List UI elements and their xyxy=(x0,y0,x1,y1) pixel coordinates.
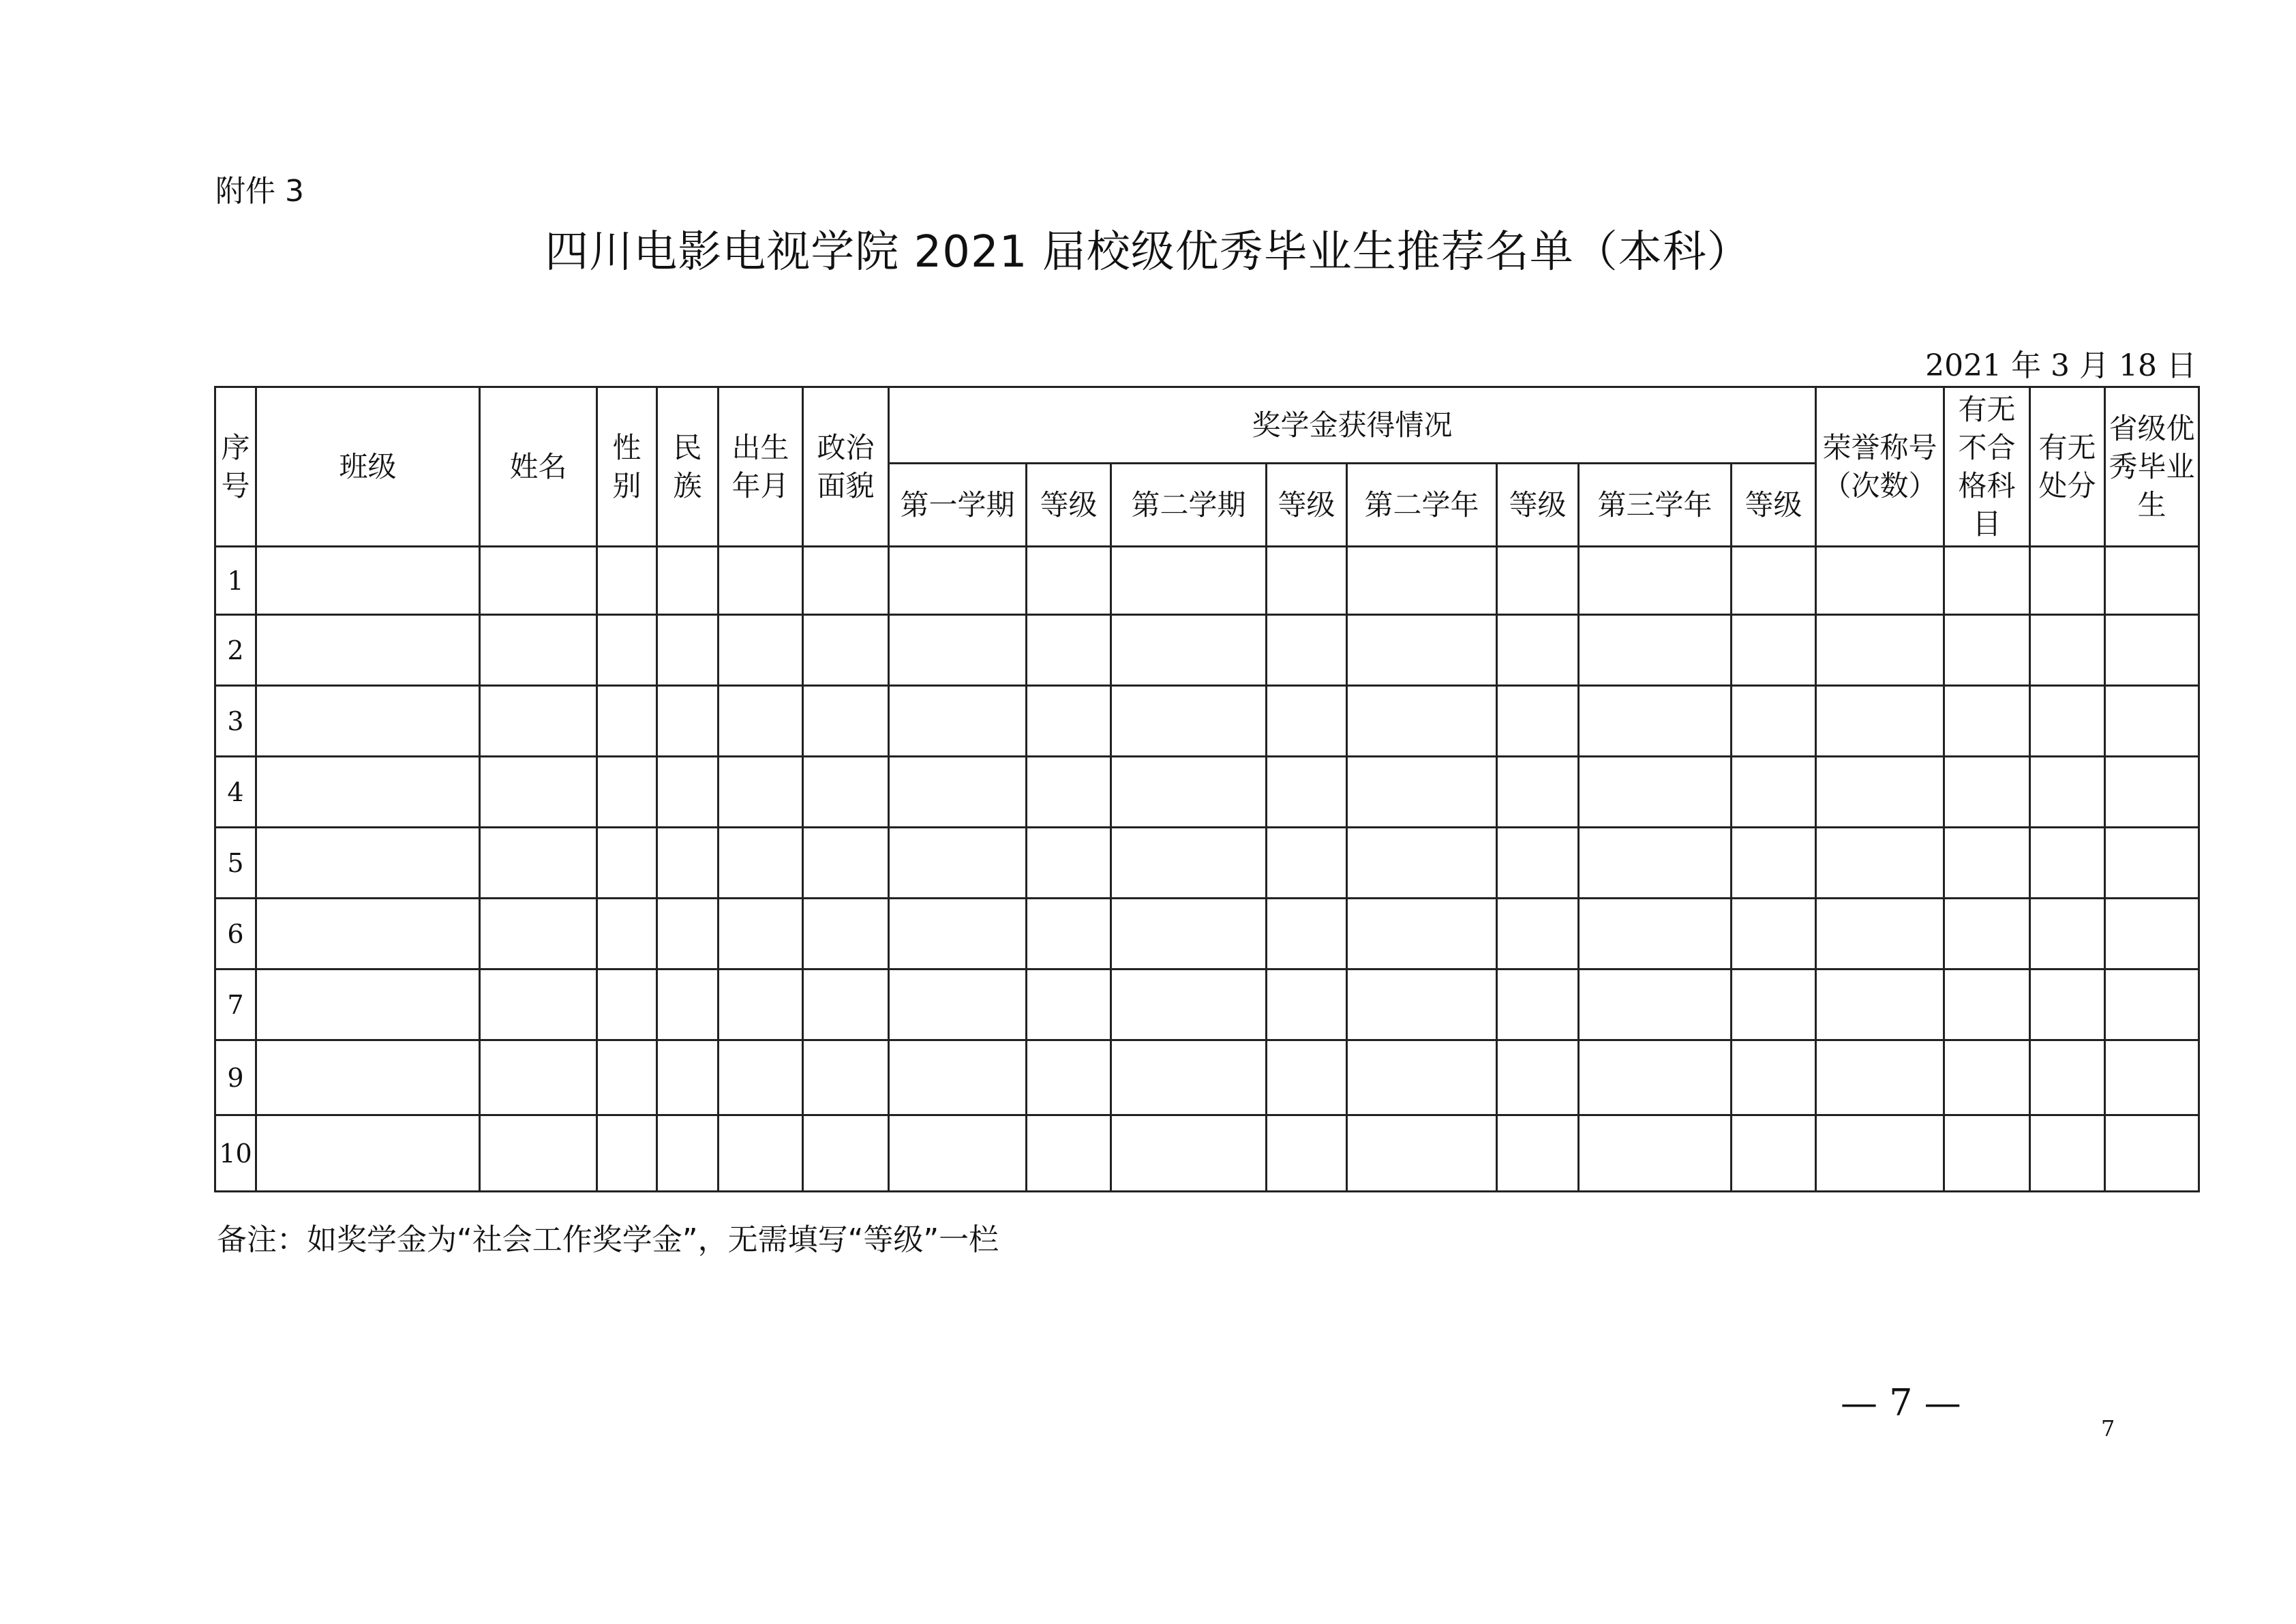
table-cell[interactable] xyxy=(1027,615,1111,686)
table-cell[interactable] xyxy=(719,1115,803,1192)
table-cell[interactable] xyxy=(1579,969,1732,1040)
row-number: 6 xyxy=(215,899,256,969)
table-cell[interactable] xyxy=(657,757,719,828)
table-cell[interactable] xyxy=(1267,686,1347,757)
table-cell[interactable] xyxy=(597,547,657,615)
table-cell[interactable] xyxy=(1579,899,1732,969)
table-cell[interactable] xyxy=(1111,899,1267,969)
table-cell[interactable] xyxy=(480,757,597,828)
table-cell[interactable] xyxy=(2030,686,2105,757)
table-cell[interactable] xyxy=(889,828,1027,899)
table-cell[interactable] xyxy=(1816,1115,1944,1192)
table-cell[interactable] xyxy=(1497,828,1579,899)
table-cell[interactable] xyxy=(480,899,597,969)
row-number: 4 xyxy=(215,757,256,828)
table-cell[interactable] xyxy=(889,1115,1027,1192)
table-cell[interactable] xyxy=(1111,547,1267,615)
table-cell[interactable] xyxy=(803,686,889,757)
table-cell[interactable] xyxy=(1347,969,1497,1040)
table-cell[interactable] xyxy=(657,1115,719,1192)
table-cell[interactable] xyxy=(2030,615,2105,686)
table-cell[interactable] xyxy=(597,615,657,686)
table-cell[interactable] xyxy=(2105,686,2199,757)
table-cell[interactable] xyxy=(657,969,719,1040)
table-cell[interactable] xyxy=(480,615,597,686)
table-cell[interactable] xyxy=(1027,1115,1111,1192)
table-cell[interactable] xyxy=(889,899,1027,969)
table-cell[interactable] xyxy=(719,615,803,686)
table-cell[interactable] xyxy=(256,1115,480,1192)
header-honor: 荣誉称号 （次数） xyxy=(1816,387,1944,547)
table-cell[interactable] xyxy=(719,1040,803,1115)
table-cell[interactable] xyxy=(597,899,657,969)
row-number: 1 xyxy=(215,547,256,615)
table-cell[interactable] xyxy=(2030,1040,2105,1115)
table-cell[interactable] xyxy=(1027,1040,1111,1115)
table-cell[interactable] xyxy=(1347,828,1497,899)
header-grade1: 等级 xyxy=(1027,464,1111,547)
table-cell[interactable] xyxy=(1267,1040,1347,1115)
table-cell[interactable] xyxy=(889,969,1027,1040)
table-cell[interactable] xyxy=(719,686,803,757)
table-cell[interactable] xyxy=(1579,757,1732,828)
table-cell[interactable] xyxy=(1497,969,1579,1040)
table-cell[interactable] xyxy=(1347,686,1497,757)
table-cell[interactable] xyxy=(1732,547,1816,615)
table-cell[interactable] xyxy=(2105,757,2199,828)
table-cell[interactable] xyxy=(1111,615,1267,686)
table-cell[interactable] xyxy=(1816,969,1944,1040)
table-cell[interactable] xyxy=(657,899,719,969)
table-cell[interactable] xyxy=(480,547,597,615)
page-footer: — 7 — xyxy=(1841,1381,1961,1424)
table-cell[interactable] xyxy=(1944,757,2030,828)
table-cell[interactable] xyxy=(256,899,480,969)
table-cell[interactable] xyxy=(889,686,1027,757)
table-cell[interactable] xyxy=(889,547,1027,615)
table-cell[interactable] xyxy=(2030,547,2105,615)
table-cell[interactable] xyxy=(1816,899,1944,969)
table-cell[interactable] xyxy=(256,547,480,615)
table-cell[interactable] xyxy=(1732,1040,1816,1115)
table-cell[interactable] xyxy=(803,757,889,828)
table-cell[interactable] xyxy=(1944,969,2030,1040)
table-cell[interactable] xyxy=(2030,1115,2105,1192)
header-term1: 第一学期 xyxy=(889,464,1027,547)
table-cell[interactable] xyxy=(1267,1115,1347,1192)
table-cell[interactable] xyxy=(1579,1115,1732,1192)
table-cell[interactable] xyxy=(803,615,889,686)
header-gender: 性 别 xyxy=(597,387,657,547)
table-cell[interactable] xyxy=(597,757,657,828)
table-cell[interactable] xyxy=(1816,615,1944,686)
table-row xyxy=(215,1115,2199,1192)
table-cell[interactable] xyxy=(256,686,480,757)
table-cell[interactable] xyxy=(1111,757,1267,828)
table-cell[interactable] xyxy=(597,969,657,1040)
header-year3: 第三学年 xyxy=(1579,464,1732,547)
header-seq: 序 号 xyxy=(215,387,256,547)
table-row xyxy=(215,547,2199,615)
recommendation-table xyxy=(214,386,2200,1192)
table-row xyxy=(215,757,2199,828)
row-number: 5 xyxy=(215,828,256,899)
table-cell[interactable] xyxy=(1944,828,2030,899)
table-cell[interactable] xyxy=(889,615,1027,686)
table-cell[interactable] xyxy=(1944,1040,2030,1115)
table-cell[interactable] xyxy=(1347,1040,1497,1115)
table-cell[interactable] xyxy=(1347,899,1497,969)
table-cell[interactable] xyxy=(1497,1040,1579,1115)
table-cell[interactable] xyxy=(1816,757,1944,828)
table-cell[interactable] xyxy=(1267,899,1347,969)
table-cell[interactable] xyxy=(1816,1040,1944,1115)
table-cell[interactable] xyxy=(1347,615,1497,686)
table-cell[interactable] xyxy=(1497,757,1579,828)
table-cell[interactable] xyxy=(1944,686,2030,757)
table-cell[interactable] xyxy=(480,969,597,1040)
table-cell[interactable] xyxy=(597,1115,657,1192)
table-row xyxy=(215,686,2199,757)
table-cell[interactable] xyxy=(1732,757,1816,828)
table-cell[interactable] xyxy=(1944,547,2030,615)
row-number: 3 xyxy=(215,686,256,757)
table-cell[interactable] xyxy=(256,828,480,899)
table-cell[interactable] xyxy=(1497,686,1579,757)
table-cell[interactable] xyxy=(256,615,480,686)
table-cell[interactable] xyxy=(719,899,803,969)
recommendation-table-wrapper xyxy=(214,386,2198,1188)
table-cell[interactable] xyxy=(719,757,803,828)
table-cell[interactable] xyxy=(1347,757,1497,828)
table-cell[interactable] xyxy=(719,828,803,899)
table-cell[interactable] xyxy=(1027,757,1111,828)
table-cell[interactable] xyxy=(2030,899,2105,969)
table-cell[interactable] xyxy=(1111,686,1267,757)
table-cell[interactable] xyxy=(657,547,719,615)
table-cell[interactable] xyxy=(480,686,597,757)
table-cell[interactable] xyxy=(2105,1040,2199,1115)
header-grade4: 等级 xyxy=(1732,464,1816,547)
table-cell[interactable] xyxy=(1497,615,1579,686)
table-cell[interactable] xyxy=(597,828,657,899)
table-cell[interactable] xyxy=(1027,828,1111,899)
table-cell[interactable] xyxy=(1816,686,1944,757)
table-cell[interactable] xyxy=(480,1115,597,1192)
table-cell[interactable] xyxy=(1347,1115,1497,1192)
table-cell[interactable] xyxy=(657,1040,719,1115)
table-cell[interactable] xyxy=(2105,899,2199,969)
header-punishment: 有无 处分 xyxy=(2030,387,2105,547)
row-number: 7 xyxy=(215,969,256,1040)
table-cell[interactable] xyxy=(803,899,889,969)
table-cell[interactable] xyxy=(803,1115,889,1192)
table-cell[interactable] xyxy=(2030,969,2105,1040)
table-row xyxy=(215,615,2199,686)
header-grade3: 等级 xyxy=(1497,464,1579,547)
table-row xyxy=(215,899,2199,969)
page-number: 7 xyxy=(2101,1415,2115,1441)
document-title: 四川电影电视学院 2021 届校级优秀毕业生推荐名单（本科） xyxy=(545,227,1751,277)
table-cell[interactable] xyxy=(2030,757,2105,828)
table-cell[interactable] xyxy=(889,757,1027,828)
table-cell[interactable] xyxy=(1732,1115,1816,1192)
table-cell[interactable] xyxy=(657,828,719,899)
table-cell[interactable] xyxy=(803,547,889,615)
table-cell[interactable] xyxy=(480,1040,597,1115)
header-term2: 第二学期 xyxy=(1111,464,1267,547)
table-cell[interactable] xyxy=(1579,1040,1732,1115)
table-cell[interactable] xyxy=(1267,547,1347,615)
table-cell[interactable] xyxy=(2105,615,2199,686)
table-cell[interactable] xyxy=(1027,969,1111,1040)
table-cell[interactable] xyxy=(1267,615,1347,686)
table-cell[interactable] xyxy=(597,1040,657,1115)
table-cell[interactable] xyxy=(2105,1115,2199,1192)
header-year2: 第二学年 xyxy=(1347,464,1497,547)
table-cell[interactable] xyxy=(1579,547,1732,615)
table-cell[interactable] xyxy=(2105,828,2199,899)
attachment-label: 附件 3 xyxy=(215,174,304,209)
table-cell[interactable] xyxy=(657,686,719,757)
table-cell[interactable] xyxy=(1267,757,1347,828)
document-date: 2021 年 3 月 18 日 xyxy=(1925,348,2196,383)
table-cell[interactable] xyxy=(1816,547,1944,615)
header-class: 班级 xyxy=(256,387,480,547)
table-cell[interactable] xyxy=(1111,828,1267,899)
table-cell[interactable] xyxy=(1732,686,1816,757)
table-cell[interactable] xyxy=(1944,615,2030,686)
table-cell[interactable] xyxy=(719,547,803,615)
table-cell[interactable] xyxy=(803,969,889,1040)
header-politics: 政治 面貌 xyxy=(803,387,889,547)
table-cell[interactable] xyxy=(1347,547,1497,615)
header-failed-courses: 有无 不合 格科 目 xyxy=(1944,387,2030,547)
table-cell[interactable] xyxy=(1267,969,1347,1040)
row-number: 9 xyxy=(215,1040,256,1115)
header-ethnicity: 民 族 xyxy=(657,387,719,547)
header-birth: 出生 年月 xyxy=(719,387,803,547)
table-cell[interactable] xyxy=(1579,828,1732,899)
table-cell[interactable] xyxy=(2105,547,2199,615)
table-cell[interactable] xyxy=(256,757,480,828)
table-cell[interactable] xyxy=(1579,615,1732,686)
table-cell[interactable] xyxy=(1497,547,1579,615)
table-cell[interactable] xyxy=(1497,899,1579,969)
table-cell[interactable] xyxy=(719,969,803,1040)
table-cell[interactable] xyxy=(1732,969,1816,1040)
table-cell[interactable] xyxy=(1111,1040,1267,1115)
table-cell[interactable] xyxy=(2030,828,2105,899)
table-cell[interactable] xyxy=(480,828,597,899)
header-grade2: 等级 xyxy=(1267,464,1347,547)
table-row xyxy=(215,1040,2199,1115)
table-row xyxy=(215,969,2199,1040)
header-name: 姓名 xyxy=(480,387,597,547)
table-cell[interactable] xyxy=(1944,899,2030,969)
header-scholarship: 奖学金获得情况 xyxy=(889,387,1816,464)
table-cell[interactable] xyxy=(2105,969,2199,1040)
table-cell[interactable] xyxy=(1732,828,1816,899)
table-cell[interactable] xyxy=(1732,899,1816,969)
table-cell[interactable] xyxy=(256,969,480,1040)
header-provincial-graduate: 省级优 秀毕业 生 xyxy=(2105,387,2199,547)
table-cell[interactable] xyxy=(1027,547,1111,615)
table-cell[interactable] xyxy=(1579,686,1732,757)
table-cell[interactable] xyxy=(1944,1115,2030,1192)
table-cell[interactable] xyxy=(256,1040,480,1115)
row-number: 10 xyxy=(215,1115,256,1192)
table-cell[interactable] xyxy=(1027,686,1111,757)
table-cell[interactable] xyxy=(1111,969,1267,1040)
table-cell[interactable] xyxy=(1111,1115,1267,1192)
table-cell[interactable] xyxy=(1816,828,1944,899)
table-row xyxy=(215,828,2199,899)
table-cell[interactable] xyxy=(1497,1115,1579,1192)
table-cell[interactable] xyxy=(803,828,889,899)
table-cell[interactable] xyxy=(597,686,657,757)
table-cell[interactable] xyxy=(1267,828,1347,899)
table-cell[interactable] xyxy=(1732,615,1816,686)
note-text: 备注：如奖学金为“社会工作奖学金”，无需填写“等级”一栏 xyxy=(217,1222,999,1257)
table-cell[interactable] xyxy=(803,1040,889,1115)
row-number: 2 xyxy=(215,615,256,686)
table-cell[interactable] xyxy=(657,615,719,686)
table-cell[interactable] xyxy=(1027,899,1111,969)
table-cell[interactable] xyxy=(889,1040,1027,1115)
